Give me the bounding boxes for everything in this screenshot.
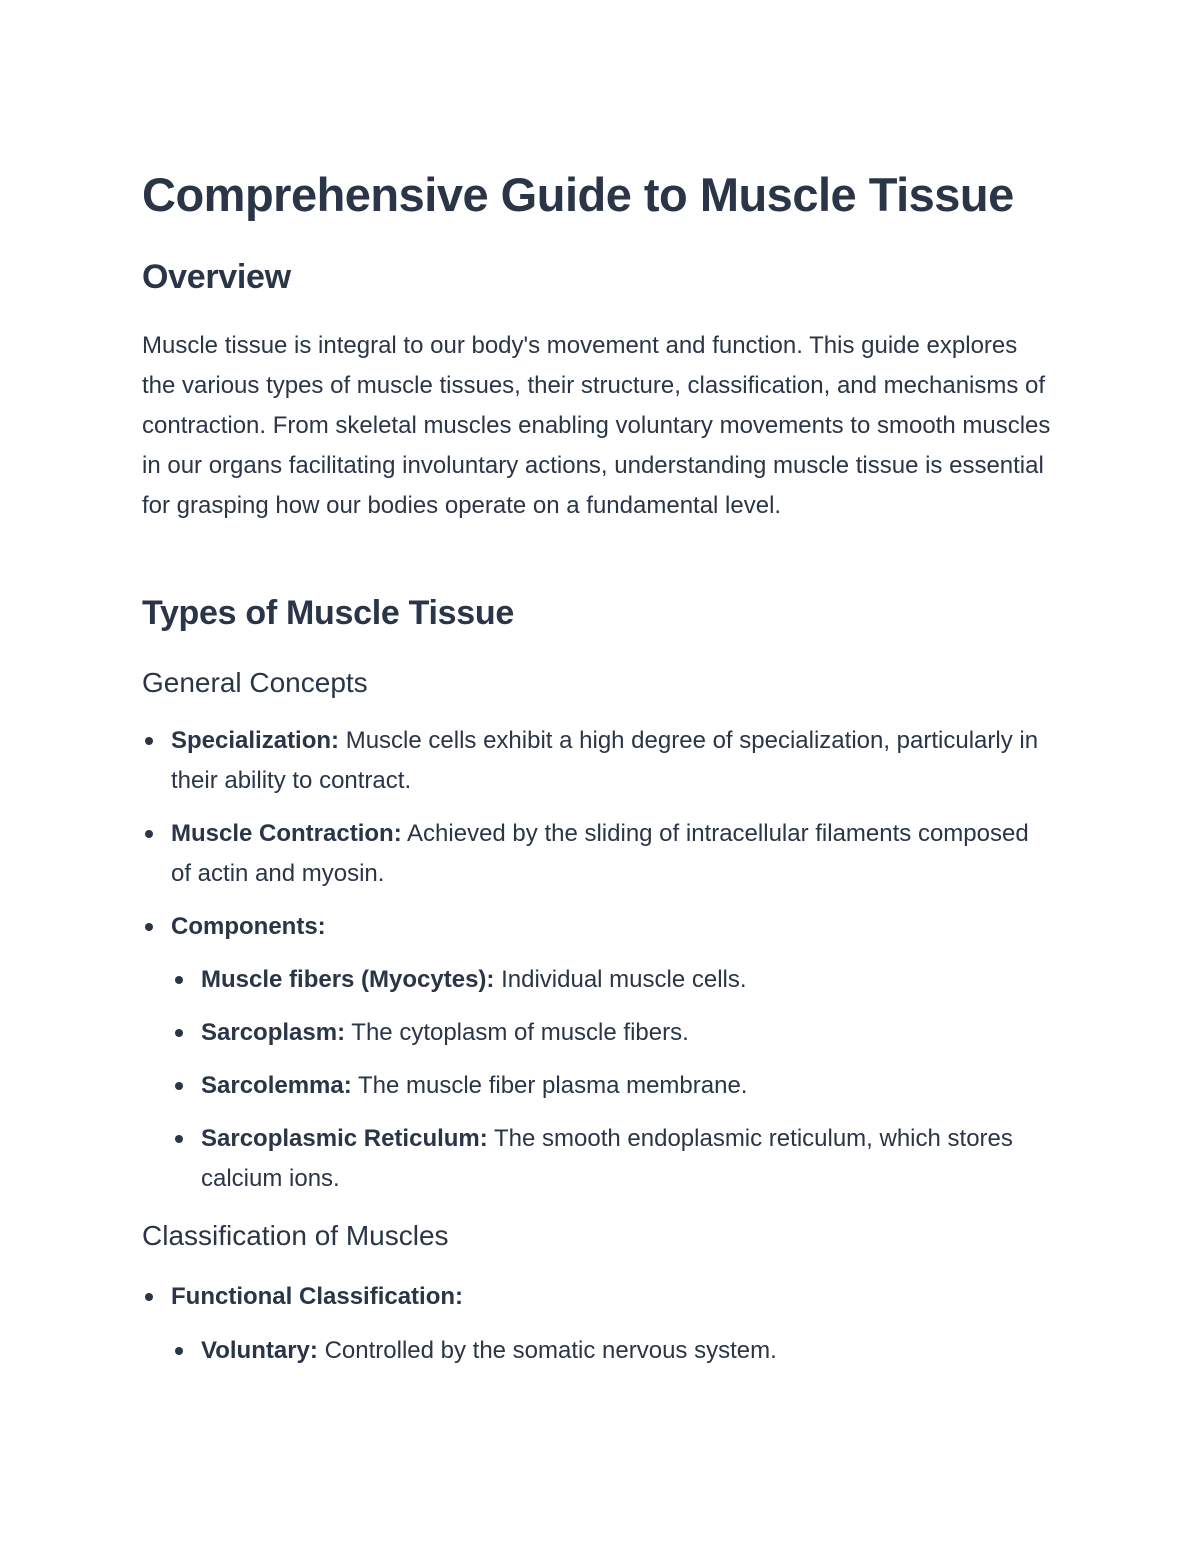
list-item-term: Sarcoplasm:: [201, 1019, 346, 1046]
overview-paragraph: Muscle tissue is integral to our body's movement and function. This guide explores the various types of muscle tissues, their structure, classification, and mechanisms of contraction. From skeletal muscles enabling voluntary movements to smooth muscles in our organs facilitating involuntary actions, understanding muscle tissue is essential for grasping how our bodies operate on a fundamental level.: [142, 332, 1051, 519]
sub-list-item: [201, 1013, 1061, 1053]
sub-list-item: [201, 1331, 1061, 1371]
bullet-icon: [175, 1347, 183, 1355]
list-item-term: Sarcoplasmic Reticulum:: [201, 1125, 488, 1152]
overview-heading: Overview: [142, 258, 291, 296]
list-item-text: The cytoplasm of muscle fibers.: [345, 1019, 689, 1046]
types-heading: Types of Muscle Tissue: [142, 594, 514, 632]
sub-list-item: [201, 1119, 1061, 1199]
list-item-term: Functional Classification:: [171, 1283, 464, 1310]
list-item: [171, 814, 1051, 894]
bullet-icon: [145, 923, 153, 931]
list-item-text: Controlled by the somatic nervous system.: [317, 1337, 777, 1364]
list-item-term: Muscle fibers (Myocytes):: [201, 966, 495, 993]
page-title: Comprehensive Guide to Muscle Tissue: [142, 168, 1014, 221]
general-concepts-heading: General Concepts: [142, 667, 368, 698]
list-item: [171, 721, 1051, 801]
list-item-text: Individual muscle cells.: [494, 966, 747, 993]
list-item-term: Voluntary:: [201, 1337, 318, 1364]
list-item-term: Sarcolemma:: [201, 1072, 352, 1099]
list-item-term: Specialization:: [171, 727, 340, 754]
sub-list-item: [201, 1066, 1061, 1106]
list-item: [171, 1277, 1051, 1317]
bullet-icon: [145, 1293, 153, 1301]
list-item-text: Muscle cells exhibit a high degree of specialization, particularly in their ability to contract.: [171, 727, 1039, 794]
list-item-term: Components:: [171, 913, 326, 940]
list-item-text: Achieved by the sliding of intracellular filaments composed of actin and myosin.: [171, 820, 1029, 887]
sub-list-item: [201, 960, 1061, 1000]
list-item: [171, 907, 1051, 947]
bullet-icon: [145, 830, 153, 838]
bullet-icon: [175, 976, 183, 984]
classification-heading: Classification of Muscles: [142, 1220, 449, 1251]
list-item-term: Muscle Contraction:: [171, 820, 402, 847]
bullet-icon: [175, 1135, 183, 1143]
bullet-icon: [175, 1082, 183, 1090]
bullet-icon: [175, 1029, 183, 1037]
list-item-text: The smooth endoplasmic reticulum, which stores calcium ions.: [201, 1125, 1013, 1192]
list-item-text: The muscle fiber plasma membrane.: [351, 1072, 748, 1099]
bullet-icon: [145, 737, 153, 745]
